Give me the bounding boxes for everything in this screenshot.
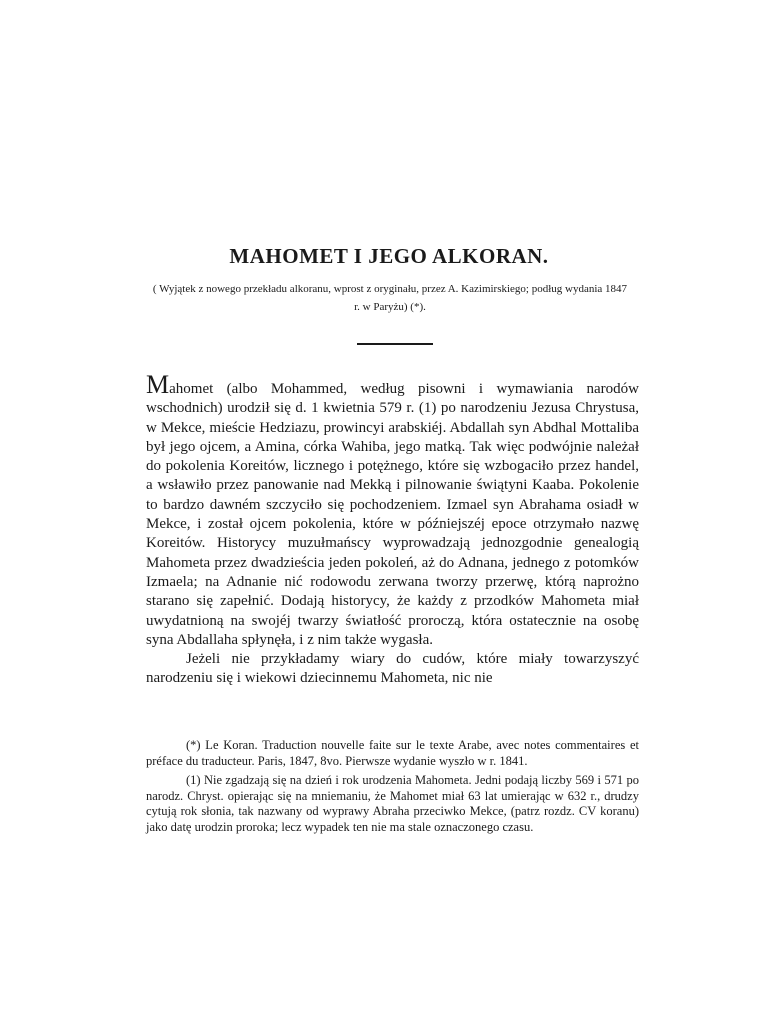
paragraph-text: ahomet (albo Mohammed, według pisowni i wymawiania narodów wschodnich) urodził się d. 1 kwietnia 579 r. (1) po narodzeniu Jezusa Chrystusa, w Mekce, mieście Hedziazu, prowincyi arabskiéj. Abdallah syn Abdhal Mottaliba był jego ojcem, a Amina, córka Wahiba, jego matką. Tak więc podwójnie należał do pokolenia Koreitów, licznego i potężnego, które się wzbogaciło przez handel, a wsławiło przez panowanie nad Mekką i pilnowanie świątyni Kaaba. Pokolenie to bardzo dawném szczyciło się pochodzeniem. Izmael syn Abrahama osiadł w Mekce, i został ojcem pokolenia, które w późniejszéj epoce otrzymało nazwę Koreitów. Historycy muzułmańscy wyprowadzają jednozgodnie genealogią Mahometa przez dwadzieścia jeden pokoleń, aż do Adnana, jednego z potomków Izmaela; na Adnanie nić rodowodu zerwana tworzy przerwę, którą naprożno starano się zapełnić. Dodają historycy, że każdy z przodków Mahometa miał uwydatnioną na swojéj twarzy światłość proroczą, która ostatecznie na osobę syna Abdallaha spłynęła, i z nim także wygasła.: [146, 381, 639, 648]
article-body: [146, 370, 639, 689]
footnote: (*) Le Koran. Traduction nouvelle faite sur le texte Arabe, avec notes commentaires et préface du traducteur. Paris, 1847, 8vo. Pierwsze wydanie wyszło w r. 1841.: [146, 738, 639, 768]
drop-cap: M: [146, 370, 170, 399]
footnotes: [146, 738, 639, 839]
title-divider: [357, 343, 433, 345]
footnote: (1) Nie zgadzają się na dzień i rok urodzenia Mahometa. Jedni podają liczby 569 i 571 po narodz. Chryst. opierając się na mniemaniu, że Mahomet miał 63 lat umierając w 632 r., drudzy cytują rok słonia, tak nazwany od wyprawy Abraha przeciwko Mekce, (patrz rozdz. CV koranu) jako datę urodzin proroka; lecz wypadek ten nie ma stale oznaczonego czasu.: [146, 773, 639, 834]
article-subtitle: ( Wyjątek z nowego przekładu alkoranu, wprost z oryginału, przez A. Kazimirskiego; podług wydania 1847 r. w Paryżu) (*).: [152, 283, 628, 313]
body-paragraph: [146, 370, 639, 650]
article-title: MAHOMET I JEGO ALKORAN.: [229, 244, 549, 268]
body-paragraph: Jeżeli nie przykładamy wiary do cudów, które miały towarzyszyć narodzeniu się i wiekowi dziecinnemu Mahometa, nic nie: [146, 651, 639, 687]
